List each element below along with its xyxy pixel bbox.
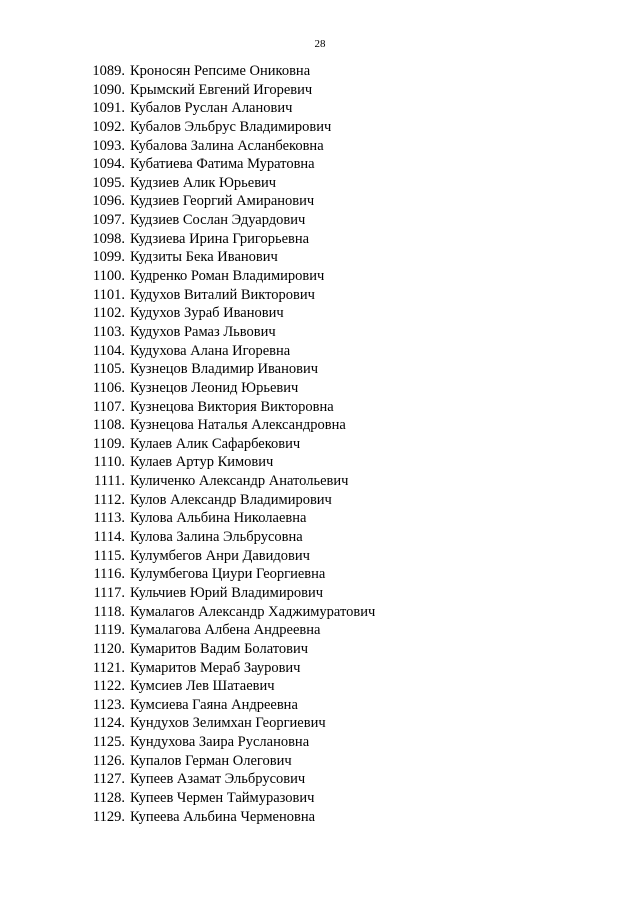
entry-number: 1113. xyxy=(93,510,125,527)
entry-name: Кумсиева Гаяна Андреевна xyxy=(130,696,298,713)
entry-number: 1125. xyxy=(92,734,125,751)
entry-number: 1123. xyxy=(92,696,125,713)
entry-number: 1094. xyxy=(92,156,125,173)
entry-number: 1124. xyxy=(92,715,125,732)
entry-name: Кубатиева Фатима Муратовна xyxy=(130,156,315,173)
entry-number: 1105. xyxy=(92,361,125,378)
entry-number: 1098. xyxy=(92,230,125,247)
entry-number: 1091. xyxy=(92,100,125,117)
entry-number: 1112. xyxy=(93,491,125,508)
entry-name: Кузнецов Леонид Юрьевич xyxy=(130,379,299,396)
entry-number: 1089. xyxy=(92,63,125,79)
entry-number: 1119. xyxy=(93,622,125,639)
entry-number: 1093. xyxy=(92,137,125,154)
entry-name: Кубалов Руслан Аланович xyxy=(130,100,293,117)
entry-number: 1109. xyxy=(92,435,125,452)
entry-number: 1108. xyxy=(92,417,125,434)
entry-name: Крымский Евгений Игоревич xyxy=(130,81,313,98)
entry-name: Куличенко Александр Анатольевич xyxy=(130,473,349,490)
entry-name: Кудзиев Георгий Амиранович xyxy=(130,193,315,210)
entry-number: 1117. xyxy=(93,584,125,601)
entry-name: Кудзиева Ирина Григорьевна xyxy=(130,230,310,247)
entry-name: Кульчиев Юрий Владимирович xyxy=(130,584,324,601)
entry-name: Кундухов Зелимхан Георгиевич xyxy=(130,715,326,732)
entry-number: 1107. xyxy=(92,398,125,415)
entry-name: Кулумбегова Циури Георгиевна xyxy=(130,566,326,583)
entry-name: Кудзиев Сослан Эдуардович xyxy=(130,212,306,229)
entry-name: Кумаритов Вадим Болатович xyxy=(130,640,309,657)
entry-name: Купеев Чермен Таймуразович xyxy=(130,789,315,806)
entry-number: 1101. xyxy=(92,286,125,303)
entry-number: 1110. xyxy=(93,454,125,471)
entry-number: 1129. xyxy=(92,808,125,825)
entry-number: 1121. xyxy=(92,659,125,676)
entry-number: 1096. xyxy=(92,193,125,210)
entry-number: 1126. xyxy=(92,752,125,769)
entry-name: Кундухова Заира Руслановна xyxy=(130,734,310,751)
entry-name: Кулова Залина Эльбрусовна xyxy=(130,529,303,546)
entry-number: 1095. xyxy=(92,174,125,191)
entry-name: Купеева Альбина Черменовна xyxy=(130,808,316,825)
entry-number: 1104. xyxy=(92,342,125,359)
entry-name: Кудзиты Бека Иванович xyxy=(130,249,278,266)
entry-number: 1115. xyxy=(93,547,125,564)
entry-name: Кузнецова Виктория Викторовна xyxy=(130,398,334,415)
entry-name: Кулумбегов Анри Давидович xyxy=(130,547,310,564)
entry-number: 1122. xyxy=(92,678,125,695)
entry-name: Кумалагов Александр Хаджимуратович xyxy=(130,603,376,620)
entry-number: 1106. xyxy=(92,379,125,396)
entry-name: Кулов Александр Владимирович xyxy=(130,491,332,508)
entry-number: 1128. xyxy=(92,789,125,806)
entry-name: Кулаев Алик Сафарбекович xyxy=(130,435,301,452)
entry-number: 1114. xyxy=(93,529,125,546)
entry-name: Купалов Герман Олегович xyxy=(130,752,292,769)
entry-number: 1120. xyxy=(92,640,125,657)
entry-number: 1116. xyxy=(93,566,125,583)
entry-name: Кудухова Алана Игоревна xyxy=(130,342,291,359)
entry-name: Кумалагова Албена Андреевна xyxy=(130,622,321,639)
entry-name: Кумсиев Лев Шатаевич xyxy=(130,678,275,695)
entry-name: Кудренко Роман Владимирович xyxy=(130,268,325,285)
entry-name: Кулова Альбина Николаевна xyxy=(130,510,307,527)
entry-name: Кудухов Зураб Иванович xyxy=(130,305,284,322)
entry-number: 1090. xyxy=(92,81,125,98)
entry-number: 1118. xyxy=(93,603,125,620)
entry-number: 1099. xyxy=(92,249,125,266)
entry-name: Кудзиев Алик Юрьевич xyxy=(130,174,277,191)
entry-name: Кудухов Виталий Викторович xyxy=(130,286,315,303)
entry-name: Кулаев Артур Кимович xyxy=(130,454,274,471)
entry-number: 1097. xyxy=(92,212,125,229)
entry-number: 1092. xyxy=(92,118,125,135)
page-number: 28 xyxy=(314,38,326,50)
entry-number: 1111. xyxy=(93,473,125,490)
entry-name: Кроносян Репсиме Ониковна xyxy=(130,63,311,79)
entry-number: 1127. xyxy=(92,771,125,788)
entry-name: Кудухов Рамаз Львович xyxy=(130,323,276,340)
entry-name: Кубалова Залина Асланбековна xyxy=(130,137,324,154)
entry-name: Кузнецова Наталья Александровна xyxy=(130,417,346,434)
entry-number: 1100. xyxy=(92,268,125,285)
entry-number: 1102. xyxy=(92,305,125,322)
entry-name: Кумаритов Мераб Заурович xyxy=(130,659,301,676)
entry-name: Купеев Азамат Эльбрусович xyxy=(130,771,306,788)
entry-name: Кузнецов Владимир Иванович xyxy=(130,361,318,378)
entry-number: 1103. xyxy=(92,323,125,340)
entry-name: Кубалов Эльбрус Владимирович xyxy=(130,118,332,135)
